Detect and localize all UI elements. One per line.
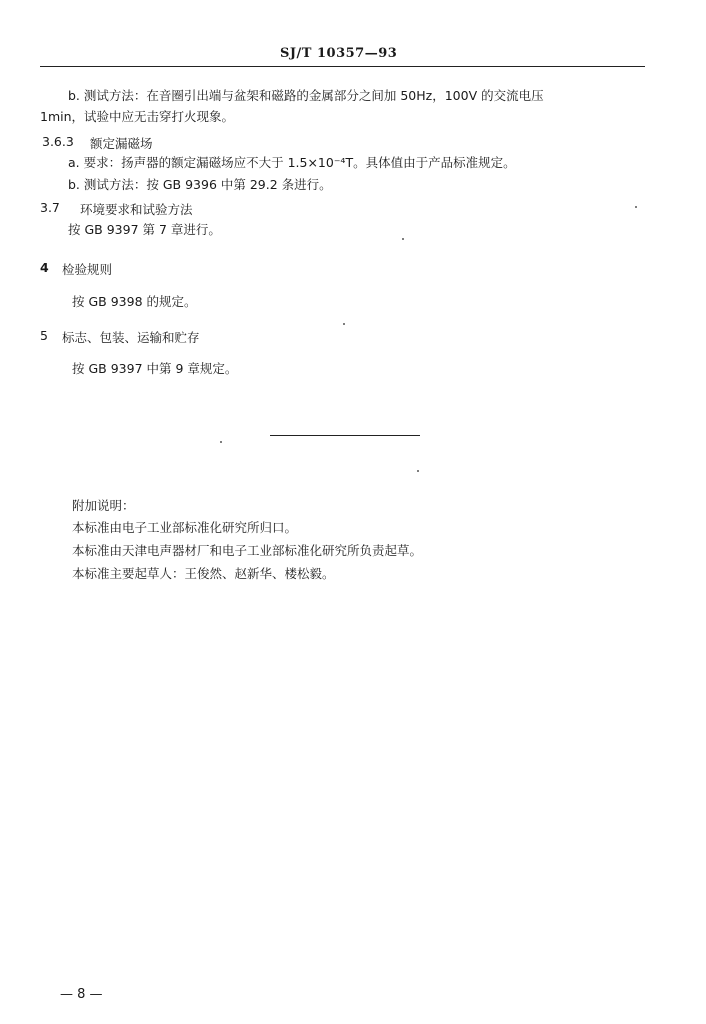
header-divider bbox=[40, 66, 645, 67]
section-4-title: 检验规则 bbox=[62, 262, 113, 277]
section-3-6-3-title: 额定漏磁场 bbox=[90, 136, 153, 151]
notes-line-3: 本标准主要起草人：王俊然、赵新华、楼松毅。 bbox=[72, 566, 335, 581]
scan-speck bbox=[220, 441, 222, 443]
scan-speck bbox=[343, 323, 345, 325]
section-5-title: 标志、包装、运输和贮存 bbox=[62, 330, 200, 345]
section-4-text: 按 GB 9398 的规定。 bbox=[72, 294, 197, 309]
scan-speck bbox=[635, 206, 637, 208]
scan-speck bbox=[417, 470, 419, 472]
section-5-number: 5 bbox=[40, 328, 48, 343]
notes-heading: 附加说明： bbox=[72, 498, 135, 513]
notes-line-1: 本标准由电子工业部标准化研究所归口。 bbox=[72, 520, 298, 535]
document-code-header: SJ/T 10357—93 bbox=[280, 46, 398, 61]
section-3-6-3-item-b: b. 测试方法：按 GB 9396 中第 29.2 条进行。 bbox=[68, 177, 332, 192]
section-3-7-title: 环境要求和试验方法 bbox=[80, 202, 193, 217]
section-3-6-3-number: 3.6.3 bbox=[42, 134, 74, 149]
test-method-b-line1: b. 测试方法：在音圈引出端与盆架和磁路的金属部分之间加 50Hz，100V 的交流电压 bbox=[68, 88, 544, 103]
end-of-text-rule bbox=[270, 435, 420, 436]
section-5-text: 按 GB 9397 中第 9 章规定。 bbox=[72, 361, 238, 376]
section-3-6-3-item-a: a. 要求：扬声器的额定漏磁场应不大于 1.5×10⁻⁴T。具体值由于产品标准规定。 bbox=[68, 155, 516, 170]
page-number: — 8 — bbox=[60, 987, 103, 1002]
scan-speck bbox=[402, 238, 404, 240]
notes-line-2: 本标准由天津电声器材厂和电子工业部标准化研究所负责起草。 bbox=[72, 543, 423, 558]
section-3-7-text: 按 GB 9397 第 7 章进行。 bbox=[68, 222, 221, 237]
test-method-b-line2: 1min，试验中应无击穿打火现象。 bbox=[40, 109, 235, 124]
section-4-number: 4 bbox=[40, 260, 49, 275]
section-3-7-number: 3.7 bbox=[40, 200, 60, 215]
